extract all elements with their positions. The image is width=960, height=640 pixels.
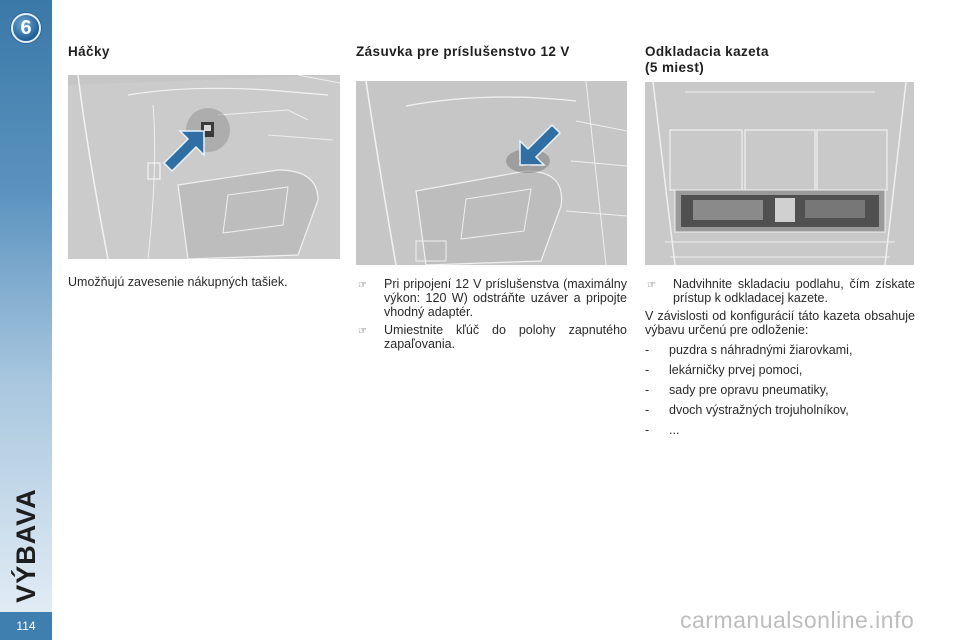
storage-heading-line1: Odkladacia kazeta	[645, 44, 769, 59]
page-number: 114	[0, 612, 52, 640]
hand-pointer-icon: ☞	[358, 326, 367, 337]
watermark: carmanualsonline.info	[680, 607, 915, 633]
hooks-photo	[68, 75, 340, 259]
storage-heading	[645, 44, 915, 76]
hooks-description: Umožňujú zavesenie nákupných tašiek.	[68, 275, 288, 289]
section-title-vertical	[2, 487, 50, 603]
arrow-icon	[160, 127, 210, 177]
bullet-item: ☞ Umiestnite kľúč do polohy zapnutého zapaľovania.	[358, 323, 627, 351]
arrow-icon	[516, 121, 564, 169]
storage-content	[645, 277, 915, 443]
bullet-item: ☞ Nadvihnite skladaciu podlahu, čím získate prístup k odkladacej kazete.	[647, 277, 915, 305]
storage-heading-line2: (5 miest)	[645, 60, 705, 75]
section-title-text: VÝBAVA	[10, 487, 41, 603]
storage-intro: V závislosti od konfigurácií táto kazeta obsahuje výbavu určenú pre odloženie:	[645, 309, 915, 337]
socket-photo	[356, 81, 627, 265]
chapter-sidebar	[0, 0, 52, 640]
list-item: - lekárničky prvej pomoci,	[645, 363, 803, 377]
hand-pointer-icon: ☞	[358, 280, 367, 291]
hand-pointer-icon: ☞	[647, 280, 656, 291]
list-item: - puzdra s náhradnými žiarovkami,	[645, 343, 853, 357]
list-item: - sady pre opravu pneumatiky,	[645, 383, 829, 397]
socket-heading: Zásuvka pre príslušenstvo 12 V	[356, 44, 570, 59]
storage-photo	[645, 82, 914, 265]
hooks-heading: Háčky	[68, 44, 110, 59]
chapter-number-badge: 6	[11, 13, 41, 43]
list-item: - ...	[645, 423, 680, 437]
socket-instructions	[356, 277, 627, 355]
list-item: - dvoch výstražných trojuholníkov,	[645, 403, 849, 417]
bullet-item: ☞ Pri pripojení 12 V príslušenstva (maximálny výkon: 120 W) odstráňte uzáver a pripojte vhodný adaptér.	[358, 277, 627, 319]
